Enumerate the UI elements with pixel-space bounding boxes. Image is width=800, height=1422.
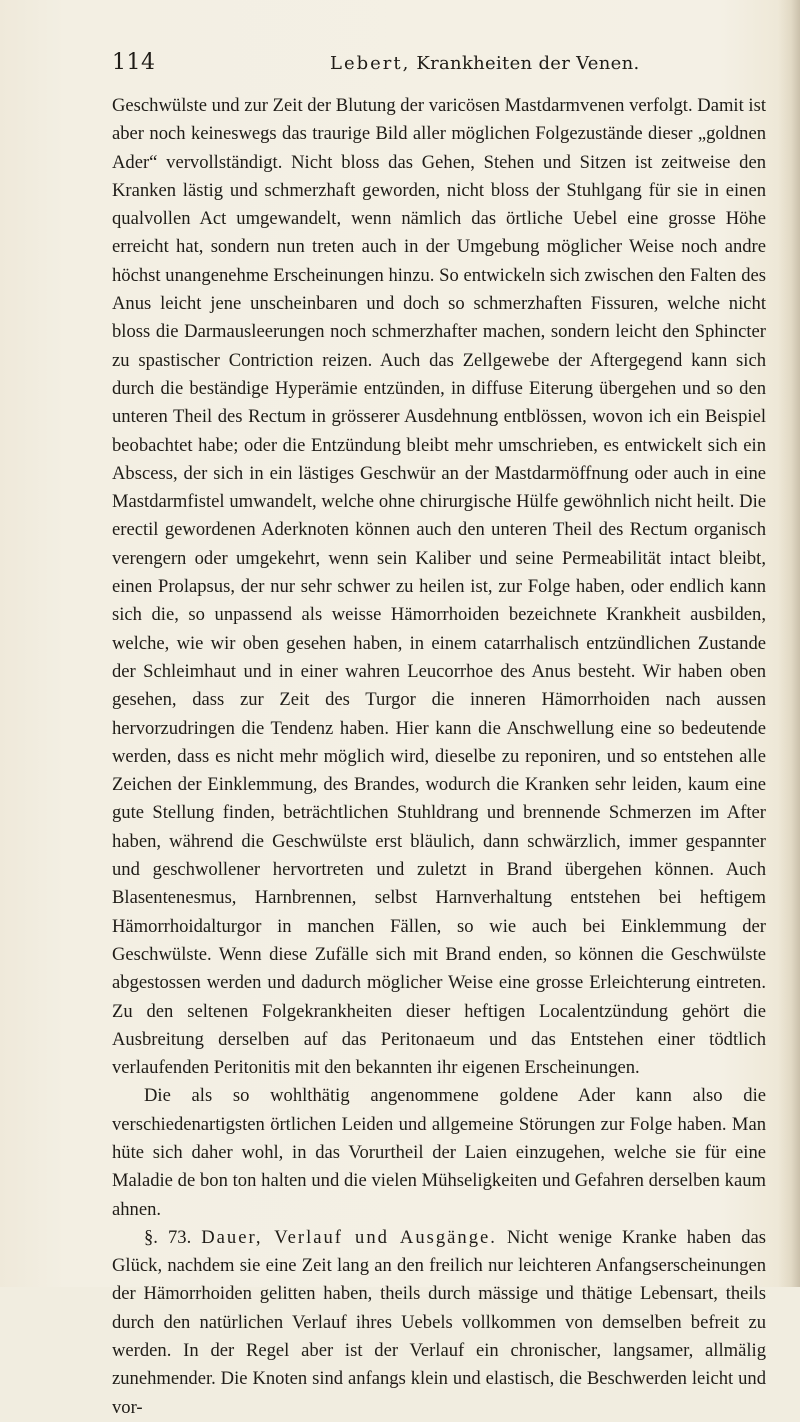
paragraph-1: Geschwülste und zur Zeit der Blutung der varicösen Mastdarmvenen verfolgt. Damit ist aber noch keineswegs das traurige Bild aller möglichen Folgezustände dieser „goldnen Ader“ vervollständigt. Nicht bloss das Gehen, Stehen und Sitzen ist zeitweise den Kranken lästig und schmerzhaft geworden, nicht bloss der Stuhlgang für sie in einen qualvollen Act umgewandelt, wenn nämlich das örtliche Uebel eine grosse Höhe erreicht hat, sondern nun treten auch in der Umgebung möglicher Weise noch andre höchst unangenehme Erscheinungen hinzu. So entwickeln sich zwischen den Falten des Anus leicht jene unscheinbaren und doch so schmerzhaften Fissuren, welche nicht bloss die Darmausleerungen noch schmerzhafter machen, sondern leicht den Sphincter zu spastischer Contriction reizen. Auch das Zellgewebe der Aftergegend kann sich durch die beständige Hyperämie entzünden, in diffuse Eiterung übergehen und so den unteren Theil des Rectum in grösserer Ausdehnung entblössen, wovon ich ein Beispiel beobachtet habe; oder die Entzündung bleibt mehr umschrieben, es entwickelt sich ein Abscess, der sich in ein lästiges Geschwür an der Mastdarmöffnung oder auch in eine Mastdarmfistel umwandelt, welche ohne chirurgische Hülfe gewöhnlich nicht heilt. Die erectil gewordenen Aderknoten können auch den unteren Theil des Rectum organisch verengern oder umgekehrt, wenn sein Kaliber und seine Permeabilität intact bleibt, einen Prolapsus, der nur sehr schwer zu heilen ist, zur Folge haben, oder endlich kann sich die, so unpassend als weisse Hämorrhoiden bezeichnete Krankheit ausbilden, welche, wie wir oben gesehen haben, in einem catarrhalisch entzündlichen Zustande der Schleimhaut und in einer wahren Leucorrhoe des Anus besteht. Wir haben oben gesehen, dass zur Zeit des Turgor die inneren Hämorrhoiden nach aussen hervorzudringen die Tendenz haben. Hier kann die Anschwellung eine so bedeutende werden, dass es nicht mehr möglich wird, dieselbe zu reponiren, und so entstehen alle Zeichen der Einklemmung, des Brandes, wodurch die Kranken sehr leiden, kaum eine gute Stellung finden, beträchtlichen Stuhldrang und brennende Schmerzen im After haben, während die Geschwülste erst bläulich, dann schwärzlich, immer gespannter und geschwollener hervortreten und zuletzt in Brand übergehen können. Auch Blasentenesmus, Harnbrennen, selbst Harnverhaltung entstehen bei heftigem Hämorrhoidalturgor in manchen Fällen, so wie auch bei Einklemmung der Geschwülste. Wenn diese Zufälle sich mit Brand enden, so können die Geschwülste abgestossen werden und dadurch möglicher Weise eine grosse Erleichterung eintreten. Zu den seltenen Folgekrankheiten dieser heftigen Localentzündung gehört die Ausbreitung derselben auf das Peritonaeum und das Entstehen einer tödtlich verlaufenden Peritonitis mit den bekannten ihr eigenen Erscheinungen. [112,95,766,1079]
section-paragraph [112,1224,766,1422]
section-text: Nicht wenige Kranke haben das Glück, nachdem sie eine Zeit lang an den freilich nur leichteren Anfangserscheinungen der Hämorrhoiden gelitten haben, theils durch mässige und thätige Lebensart, theils durch den natürlichen Verlauf ihres Uebels vollkommen von demselben befreit zu werden. In der Regel aber ist der Verlauf ein chronischer, langsamer, allmälig zunehmender. Die Knoten sind anfangs klein und elastisch, die Beschwerden leicht und vor- [112,1226,766,1418]
page-header [112,50,752,86]
running-head-title: Krankheiten der Venen. [416,53,640,74]
running-head [330,53,640,74]
section-number: §. 73. [144,1226,192,1248]
running-head-author: Lebert, [330,53,411,74]
section-heading: Dauer, Verlauf und Ausgänge. [201,1226,497,1248]
page-edge-shadow [778,0,800,1287]
body-text [112,92,766,1422]
page-number: 114 [112,50,156,75]
paragraph-2: Die als so wohlthätig angenommene goldene Ader kann also die verschiedenartigsten örtlichen Leiden und allgemeine Störungen zur Folge haben. Man hüte sich daher wohl, in das Vorurtheil der Laien einzugehen, welche sie für eine Maladie de bon ton halten und die vielen Mühseligkeiten und Gefahren derselben kaum ahnen. [112,1085,766,1220]
